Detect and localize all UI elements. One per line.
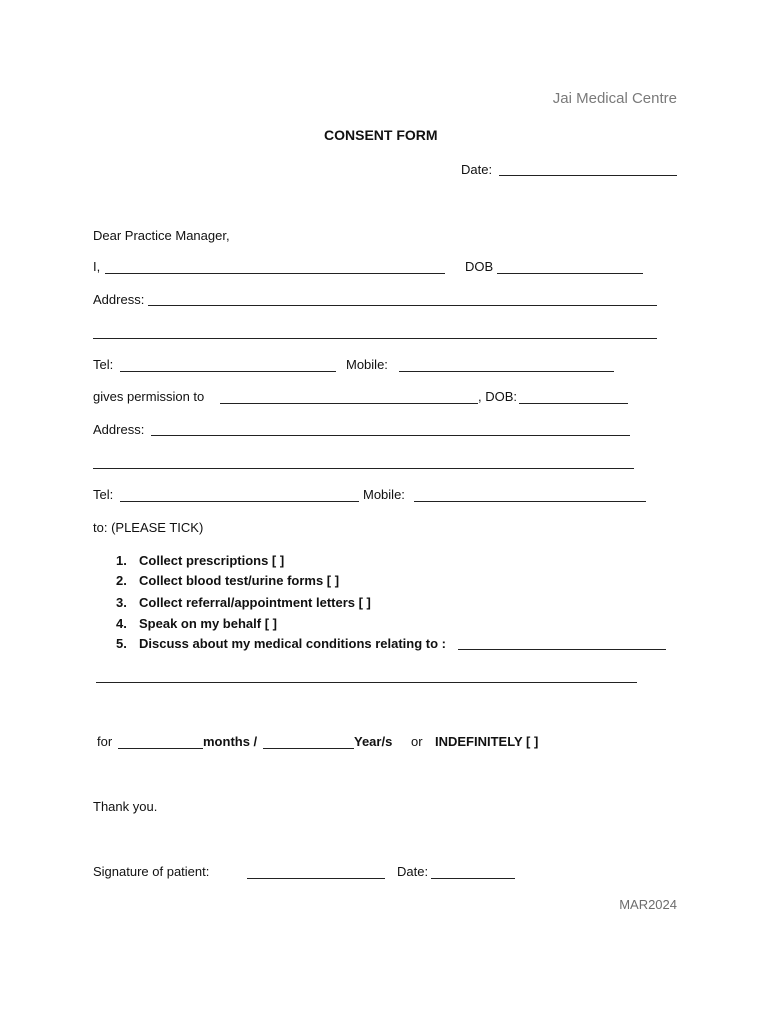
patient-dob-label: DOB (465, 259, 494, 274)
representative-dob-label: , DOB: (478, 389, 518, 404)
years-label: Year/s (354, 734, 393, 749)
patient-mobile-field[interactable] (399, 371, 614, 372)
patient-tel-field[interactable] (120, 371, 336, 372)
patient-tel-label: Tel: (93, 357, 114, 372)
salutation: Dear Practice Manager, (93, 228, 230, 243)
representative-dob-field[interactable] (519, 403, 628, 404)
tick-option-collect-prescriptions[interactable]: Collect prescriptions [ ] (139, 553, 285, 568)
tick-option-discuss-conditions[interactable]: Discuss about my medical conditions relating to : (139, 636, 446, 651)
permission-label: gives permission to (93, 389, 205, 404)
patient-name-label: I, (93, 259, 101, 274)
medical-conditions-field[interactable] (458, 649, 666, 650)
list-item-number: 1. (116, 553, 127, 568)
medical-conditions-field-2[interactable] (96, 682, 637, 683)
tick-option-collect-letters[interactable]: Collect referral/appointment letters [ ] (139, 595, 371, 610)
months-field[interactable] (118, 748, 203, 749)
representative-address-field[interactable] (151, 435, 630, 436)
clinic-name: Jai Medical Centre (552, 90, 677, 107)
patient-address-field[interactable] (148, 305, 657, 306)
patient-mobile-label: Mobile: (346, 357, 388, 372)
representative-tel-field[interactable] (120, 501, 359, 502)
or-label: or (411, 734, 423, 749)
form-title: CONSENT FORM (324, 127, 438, 143)
signature-label: Signature of patient: (93, 864, 210, 879)
months-label: months / (203, 734, 258, 749)
date-field[interactable] (499, 175, 677, 176)
thank-you-text: Thank you. (93, 799, 158, 814)
patient-address-field-2[interactable] (93, 338, 657, 339)
list-item-number: 4. (116, 616, 127, 631)
tick-instruction: to: (PLEASE TICK) (93, 520, 204, 535)
patient-name-field[interactable] (105, 273, 445, 274)
representative-name-field[interactable] (220, 403, 478, 404)
tick-option-collect-blood-test-forms[interactable]: Collect blood test/urine forms [ ] (139, 573, 340, 588)
form-version: MAR2024 (619, 897, 677, 912)
years-field[interactable] (263, 748, 354, 749)
patient-address-label: Address: (93, 292, 145, 307)
tick-option-speak-on-behalf[interactable]: Speak on my behalf [ ] (139, 616, 277, 631)
representative-tel-label: Tel: (93, 487, 114, 502)
duration-for-label: for (97, 734, 113, 749)
signature-field[interactable] (247, 878, 385, 879)
list-item-number: 5. (116, 636, 127, 651)
representative-address-field-2[interactable] (93, 468, 634, 469)
signature-date-label: Date: (397, 864, 429, 879)
date-label: Date: (461, 162, 493, 177)
indefinitely-option[interactable]: INDEFINITELY [ ] (435, 734, 539, 749)
list-item-number: 2. (116, 573, 127, 588)
representative-address-label: Address: (93, 422, 145, 437)
representative-mobile-label: Mobile: (363, 487, 405, 502)
signature-date-field[interactable] (431, 878, 515, 879)
list-item-number: 3. (116, 595, 127, 610)
representative-mobile-field[interactable] (414, 501, 646, 502)
patient-dob-field[interactable] (497, 273, 643, 274)
